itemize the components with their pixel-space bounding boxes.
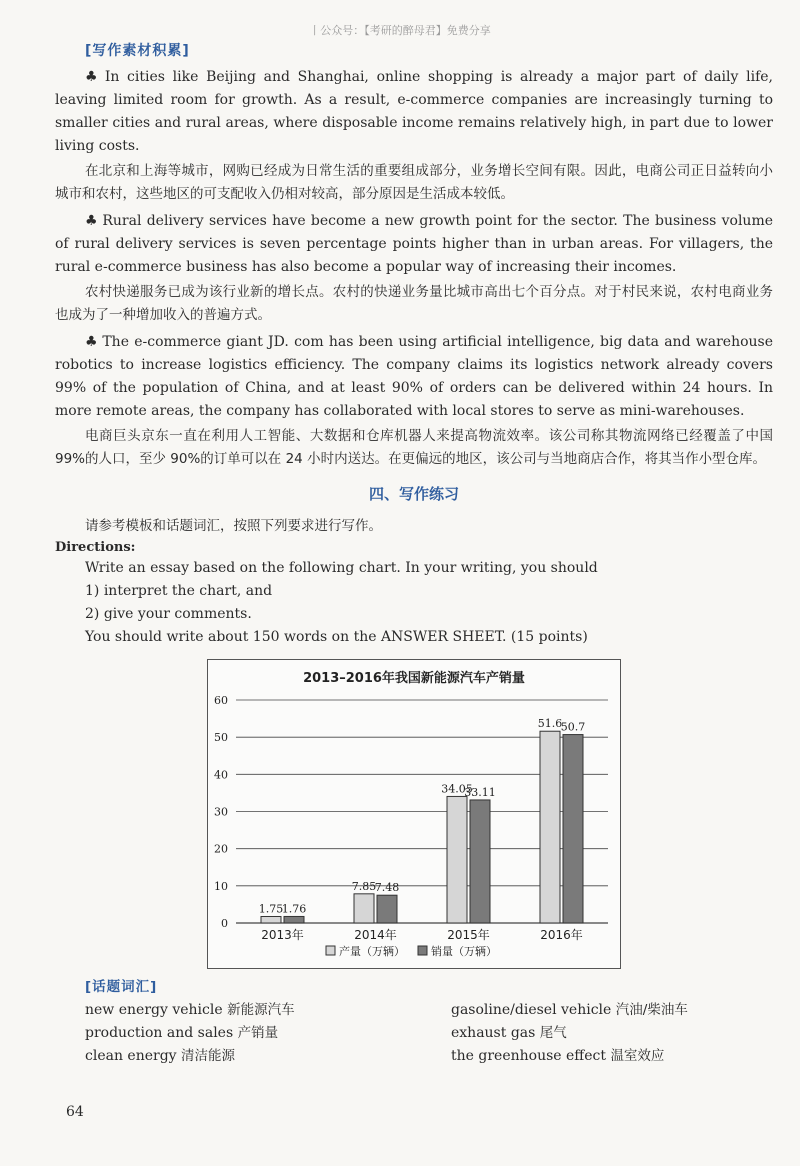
direction-line: You should write about 150 words on the ANSWER SHEET. (15 points) <box>85 629 588 645</box>
x-tick-label: 2016年 <box>540 928 583 942</box>
legend-label: 销量（万辆） <box>431 945 497 958</box>
vocab-item: the greenhouse effect 温室效应 <box>451 1048 665 1064</box>
y-tick-label: 10 <box>214 879 228 893</box>
bar <box>470 800 490 923</box>
direction-line: 1) interpret the chart, and <box>85 583 273 599</box>
legend-swatch <box>326 946 335 955</box>
material-item-en: ♣ Rural delivery services have become a new growth point for the sector. The business volume of rural delivery services is seven percentage points higher than in urban areas. For villagers, the rural e-commerce business has also become a popular way of increasing their incomes. <box>55 213 774 275</box>
data-label: 51.6 <box>537 717 563 731</box>
y-tick-label: 60 <box>214 694 228 707</box>
club-icon: ♣ <box>85 334 99 350</box>
data-label: 7.48 <box>374 881 400 895</box>
bar <box>377 895 397 923</box>
bar <box>563 735 583 923</box>
legend-swatch <box>418 946 427 955</box>
page-number: 64 <box>66 1104 84 1120</box>
bar <box>354 894 374 923</box>
vocab-item: clean energy 清洁能源 <box>85 1048 236 1064</box>
material-section-title: [写作素材积累] <box>85 43 190 59</box>
vocab-item: production and sales 产销量 <box>85 1025 279 1041</box>
bar <box>284 916 304 923</box>
vocab-list <box>85 999 773 1068</box>
data-label: 1.75 <box>258 902 284 916</box>
vocab-item: gasoline/diesel vehicle 汽油/柴油车 <box>451 1002 688 1018</box>
vocab-item: exhaust gas 尾气 <box>451 1025 567 1041</box>
bar-chart <box>208 660 620 968</box>
vocab-section-title: [话题词汇] <box>85 979 158 995</box>
legend-label: 产量（万辆） <box>339 945 405 958</box>
y-tick-label: 50 <box>214 731 228 745</box>
data-label: 34.05 <box>441 782 473 796</box>
vocab-item: new energy vehicle 新能源汽车 <box>85 1002 295 1018</box>
club-icon: ♣ <box>85 69 101 85</box>
y-tick-label: 20 <box>214 842 228 856</box>
x-tick-label: 2014年 <box>354 928 397 942</box>
x-tick-label: 2013年 <box>261 928 304 942</box>
data-label: 50.7 <box>560 720 586 734</box>
chart-title: 2013–2016年我国新能源汽车产销量 <box>303 671 525 686</box>
material-item-en: ♣ In cities like Beijing and Shanghai, online shopping is already a major part of daily life, leaving limited room for growth. As a result, e-commerce companies are increasingly turning to smaller cities and rural areas, where disposable income remains relatively high, in part due to lower living costs. <box>55 69 773 154</box>
material-item-zh: 在北京和上海等城市，网购已经成为日常生活的重要组成部分，业务增长空间有限。因此，电商公司正日益转向小城市和农村，这些地区的可支配收入仍相对较高，部分原因是生活成本较低。 <box>55 163 773 202</box>
y-tick-label: 0 <box>221 917 228 930</box>
data-label: 33.11 <box>464 785 496 799</box>
directions-label: Directions: <box>55 540 136 555</box>
direction-line: Write an essay based on the following chart. In your writing, you should <box>85 560 598 576</box>
y-tick-label: 30 <box>214 805 228 819</box>
bar <box>447 796 467 923</box>
material-item-en: ♣ The e-commerce giant JD. com has been using artificial intelligence, big data and warehouse robotics to increase logistics efficiency. The company claims its logistics network already covers 99% of the population of China, and at least 90% of orders can be delivered within 24 hours. In more remote areas, the company has collaborated with local stores to serve as mini-warehouses. <box>55 334 773 419</box>
bar <box>540 731 560 923</box>
material-item-zh: 电商巨头京东一直在利用人工智能、大数据和仓库机器人来提高物流效率。该公司称其物流网络已经覆盖了中国 99%的人口，至少 90%的订单可以在 24 小时内送达。在更偏远的地区，该公司与当地商店合作，将其当作小型仓库。 <box>55 428 773 467</box>
header-note: 丨公众号：【考研的醉母君】免费分享 <box>309 24 491 37</box>
practice-instruction: 请参考模板和话题词汇，按照下列要求进行写作。 <box>85 518 382 534</box>
data-label: 7.85 <box>351 879 377 893</box>
page-content <box>55 38 773 1068</box>
bar <box>261 916 281 923</box>
data-label: 1.76 <box>281 902 307 916</box>
material-item-zh: 农村快递服务已成为该行业新的增长点。农村的快递业务量比城市高出七个百分点。对于村民来说，农村电商业务也成为了一种增加收入的普遍方式。 <box>55 284 773 323</box>
club-icon: ♣ <box>85 213 99 229</box>
direction-line: 2) give your comments. <box>85 606 252 622</box>
practice-title: 四、写作练习 <box>368 485 459 503</box>
y-tick-label: 40 <box>214 768 228 782</box>
chart-frame <box>207 659 621 969</box>
x-tick-label: 2015年 <box>447 928 490 942</box>
